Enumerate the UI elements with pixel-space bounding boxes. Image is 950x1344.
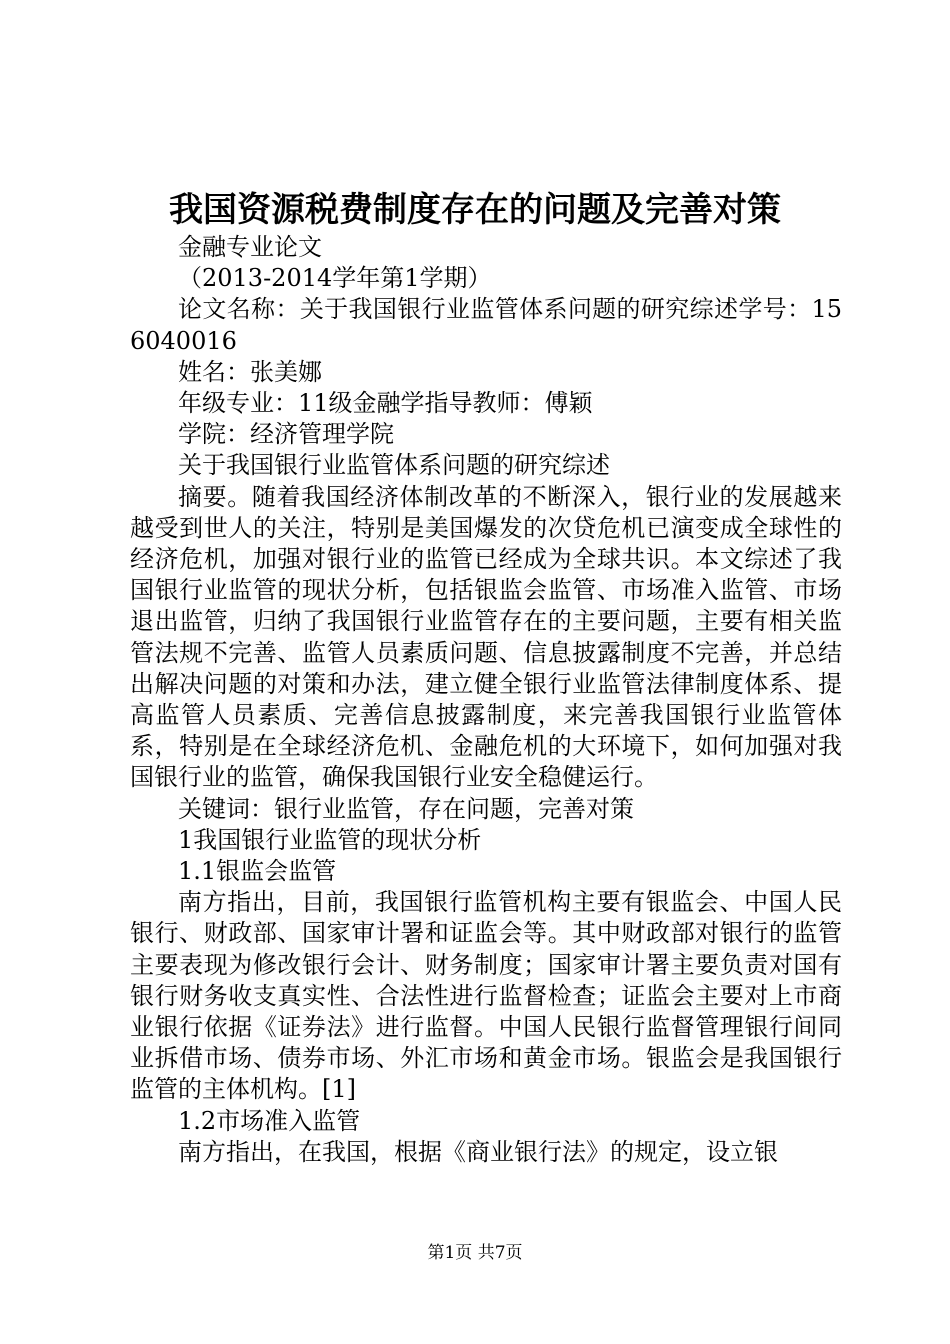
paragraph-section-1-2: 南方指出，在我国，根据《商业银行法》的规定，设立银 [178,1137,778,1166]
document-title: 我国资源税费制度存在的问题及完善对策 [169,190,781,230]
section-heading-1-1: 1.1银监会监管 [178,857,337,886]
page-footer: 第1页 共7页 [427,1243,523,1263]
paragraph-student-name: 姓名：张美娜 [178,357,322,386]
paragraph-grade-advisor: 年级专业：11级金融学指导教师：傅颖 [178,389,593,418]
paragraph-semester: （2013-2014学年第1学期） [178,264,492,293]
paragraph-major: 金融专业论文 [178,233,322,261]
document-body [130,232,842,1168]
paragraph-college: 学院：经济管理学院 [178,420,394,449]
paragraph-subtitle: 关于我国银行业监管体系问题的研究综述 [178,451,610,480]
paragraph-keywords: 关键词：银行业监管，存在问题，完善对策 [178,794,634,823]
section-heading-1-2: 1.2市场准入监管 [178,1106,361,1135]
section-heading-1: 1我国银行业监管的现状分析 [178,825,482,854]
paragraph-thesis-name: 论文名称：关于我国银行业监管体系问题的研究综述学号：156040016 [130,295,842,355]
paragraph-section-1-1: 南方指出，目前，我国银行监管机构主要有银监会、中国人民银行、财政部、国家审计署和证监会等。其中财政部对银行的监管主要表现为修改银行会计、财务制度；国家审计署主要负责对国有银行财务收支真实性、合法性进行监督检查；证监会主要对上市商业银行依据《证券法》进行监督。中国人民银行监督管理银行间同业拆借市场、债券市场、外汇市场和黄金市场。银监会是我国银行监管的主体机构。[1] [130,888,842,1104]
paragraph-abstract: 摘要。随着我国经济体制改革的不断深入，银行业的发展越来越受到世人的关注，特别是美国爆发的次贷危机已演变成全球性的经济危机，加强对银行业的监管已经成为全球共识。本文综述了我国银行业监管的现状分析，包括银监会监管、市场准入监管、市场退出监管，归纳了我国银行业监管存在的主要问题，主要有相关监管法规不完善、监管人员素质问题、信息披露制度不完善，并总结出解决问题的对策和办法，建立健全银行业监管法律制度体系、提高监管人员素质、完善信息披露制度，来完善我国银行业监管体系，特别是在全球经济危机、金融危机的大环境下，如何加强对我国银行业的监管，确保我国银行业安全稳健运行。 [130,482,842,792]
